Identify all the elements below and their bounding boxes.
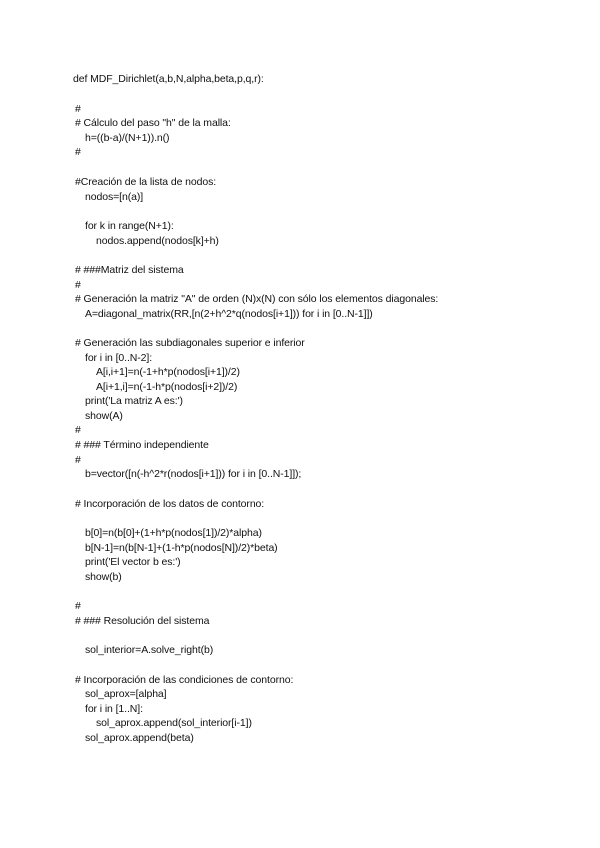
code-line-boundary-first: b[0]=n(b[0]+(1+h*p(nodos[1])/2)*alpha) xyxy=(85,527,262,539)
code-line-show: show(b) xyxy=(85,571,122,583)
code-line-comment: # xyxy=(75,103,81,115)
code-line-comment: # ###Matriz del sistema xyxy=(75,264,184,276)
code-line-for-loop: for k in range(N+1): xyxy=(85,220,174,232)
code-line-comment: # Generación las subdiagonales superior e inferior xyxy=(75,337,305,349)
code-line-comment: # xyxy=(75,279,81,291)
code-line-nodes-init: nodos=[n(a)] xyxy=(85,191,144,203)
code-line-solve: sol_interior=A.solve_right(b) xyxy=(85,644,214,656)
code-line-comment: # ### Término independiente xyxy=(75,439,209,451)
code-line-comment: # Generación la matriz "A" de orden (N)x(N) con sólo los elementos diagonales: xyxy=(75,293,439,305)
code-line-sol-init: sol_aprox=[alpha] xyxy=(85,688,167,700)
code-line-lower-diagonal: A[i+1,i]=n(-1-h*p(nodos[i+2])/2) xyxy=(96,381,238,393)
code-line-upper-diagonal: A[i,i+1]=n(-1+h*p(nodos[i+1])/2) xyxy=(96,366,240,378)
code-line-print: print('La matriz A es:') xyxy=(85,395,183,407)
code-line-comment: # Incorporación de los datos de contorno: xyxy=(75,498,265,510)
code-line-sol-append-beta: sol_aprox.append(beta) xyxy=(85,732,194,744)
code-line-print: print('El vector b es:') xyxy=(85,556,181,568)
code-line-for-loop: for i in [0..N-2]: xyxy=(85,352,153,364)
code-line-comment: # xyxy=(75,424,81,436)
code-line-diagonal-matrix: A=diagonal_matrix(RR,[n(2+h^2*q(nodos[i+1])) for i in [0..N-1]]) xyxy=(85,308,373,320)
code-line-comment: # Incorporación de las condiciones de contorno: xyxy=(75,674,294,686)
code-line-comment: # xyxy=(75,146,81,158)
code-line-show: show(A) xyxy=(85,410,123,422)
code-line-sol-append: sol_aprox.append(sol_interior[i-1]) xyxy=(96,717,252,729)
code-line-for-loop: for i in [1..N]: xyxy=(85,703,143,715)
code-line-boundary-last: b[N-1]=n(b[N-1]+(1-h*p(nodos[N])/2)*beta) xyxy=(85,542,278,554)
code-line-step: h=((b-a)/(N+1)).n() xyxy=(85,132,170,144)
code-line-comment: # xyxy=(75,600,81,612)
code-line-comment: # Cálculo del paso "h" de la malla: xyxy=(75,117,231,129)
code-line-vector: b=vector([n(-h^2*r(nodos[i+1])) for i in [0..N-1]]); xyxy=(85,468,302,480)
code-line-comment: # xyxy=(75,454,81,466)
code-line-comment: #Creación de la lista de nodos: xyxy=(75,176,217,188)
code-line-comment: # ### Resolución del sistema xyxy=(75,615,210,627)
code-line-nodes-append: nodos.append(nodos[k]+h) xyxy=(96,235,219,247)
code-line-def: def MDF_Dirichlet(a,b,N,alpha,beta,p,q,r): xyxy=(73,73,264,85)
